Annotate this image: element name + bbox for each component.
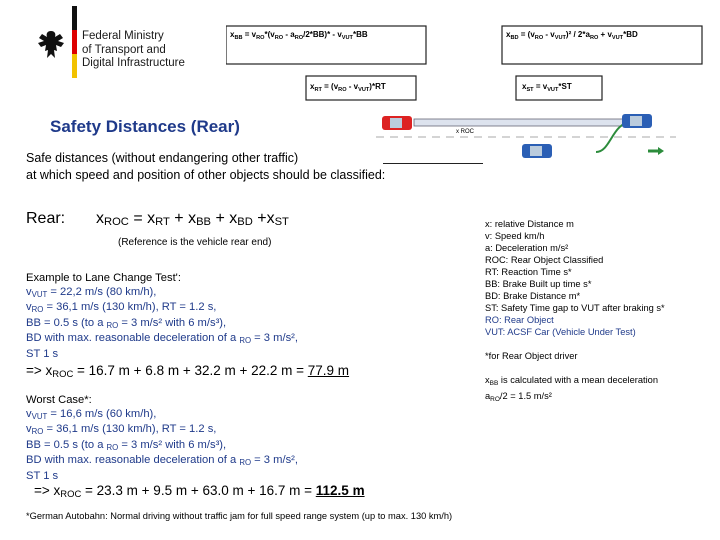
footnote: *German Autobahn: Normal driving without traffic jam for full speed range system (up to max. 130 km/h) xyxy=(26,511,453,521)
formula-diagram xyxy=(226,4,720,116)
reference-note: (Reference is the vehicle rear end) xyxy=(118,237,272,248)
legend xyxy=(485,218,717,406)
example-vro xyxy=(26,301,386,317)
worst-vro xyxy=(26,423,386,439)
worst-bb xyxy=(26,439,386,455)
t: BB = 0.5 s (to a xyxy=(26,438,107,451)
formula-text: + x xyxy=(169,210,197,227)
t: BD with max. reasonable deceleration of a xyxy=(26,454,240,467)
t: RO xyxy=(239,458,252,468)
worst-vvut xyxy=(26,408,386,424)
intro-line-1: Safe distances (without endangering other traffic) xyxy=(26,151,299,165)
t: RO xyxy=(31,427,44,437)
t: = 3 m/s² with 6 m/s³), xyxy=(118,438,227,451)
formula-sub: BD xyxy=(237,216,253,228)
worst-bd xyxy=(26,454,386,470)
t: v xyxy=(26,301,32,314)
worst-block xyxy=(26,394,386,484)
formula-st: $x_{ST} = v_{VUT}*ST$ xyxy=(522,82,572,93)
legend-item: BD: Brake Distance m* xyxy=(485,291,581,301)
t: = 16.7 m + 6.8 m + 32.2 m + 22.2 m = xyxy=(73,363,308,378)
formula-text: = x xyxy=(128,210,156,227)
t: RO xyxy=(106,442,119,452)
example-vvut xyxy=(26,286,386,302)
t: BB xyxy=(489,380,499,387)
t: a xyxy=(485,391,491,401)
t: BD with max. reasonable deceleration of a xyxy=(26,332,240,345)
formula-text: + x xyxy=(211,210,238,227)
page-title: Safety Distances (Rear) xyxy=(50,117,240,136)
t: RO xyxy=(31,305,44,315)
t: x xyxy=(485,375,490,385)
formula-sub: ROC xyxy=(104,216,129,228)
t: = 23.3 m + 9.5 m + 63.0 m + 16.7 m = xyxy=(81,483,316,498)
t: v xyxy=(26,285,32,298)
example-bd xyxy=(26,332,386,348)
t: RO xyxy=(490,396,500,403)
svg-text:x ROC: x ROC xyxy=(456,129,474,135)
ministry-line-3: Digital Infrastructure xyxy=(82,57,185,69)
t: => x xyxy=(26,363,53,378)
vehicle-front-car-icon xyxy=(622,114,652,128)
t: BB = 0.5 s (to a xyxy=(26,316,107,329)
legend-item: RO: Rear Object xyxy=(485,315,554,325)
ministry-line-1: Federal Ministry xyxy=(82,30,164,42)
worst-st: ST 1 s xyxy=(26,469,59,482)
intro-line-2: at which speed and position of other objects should be classified: xyxy=(26,167,386,182)
rear-object-car-icon xyxy=(382,116,412,130)
t: /2 = 1.5 m/s² xyxy=(499,391,552,401)
legend-item: RT: Reaction Time s* xyxy=(485,267,572,277)
intro-text xyxy=(26,150,385,183)
formula-sub: BB xyxy=(196,216,211,228)
eagle-logo-icon xyxy=(36,28,66,64)
legend-item: BB: Brake Built up time s* xyxy=(485,279,592,289)
legend-item: ROC: Rear Object Classified xyxy=(485,255,604,265)
formula-bb: $x_{BB} = v_{RO}*(v_{RO} - a_{RO}/2*BB)* - v_{VUT}*BB$ xyxy=(230,30,368,41)
worst-heading: Worst Case*: xyxy=(26,394,92,406)
legend-note: *for Rear Object driver xyxy=(485,351,578,361)
t: RO xyxy=(106,320,119,330)
legend-item: v: Speed km/h xyxy=(485,231,545,241)
worst-result-value: 112.5 m xyxy=(315,483,365,498)
formula-bd: $x_{BD} = (v_{RO} - v_{VUT})^2 / 2*a_{RO} + v_{VUT}*BD$ xyxy=(506,30,638,41)
formula-sub: ST xyxy=(274,216,289,228)
legend-item: ST: Safety Time gap to VUT after braking s* xyxy=(485,303,665,313)
t: = 36,1 m/s (130 km/h), RT = 1.2 s, xyxy=(43,301,217,314)
example-block xyxy=(26,272,386,362)
main-formula xyxy=(96,210,289,228)
example-bb xyxy=(26,317,386,333)
t: v xyxy=(26,423,32,436)
t: = 3 m/s² with 6 m/s³), xyxy=(118,316,227,329)
rear-label: Rear: xyxy=(26,210,66,227)
legend-calc-2 xyxy=(485,390,717,406)
logo-stripe xyxy=(72,6,77,78)
vut-car-icon xyxy=(522,144,552,158)
t: is calculated with a mean deceleration xyxy=(498,375,659,385)
example-result-value: 77.9 m xyxy=(307,363,350,378)
t: ROC xyxy=(60,489,82,500)
legend-calc xyxy=(485,374,717,390)
ministry-name xyxy=(82,30,185,71)
t: RO xyxy=(239,336,252,346)
worst-result xyxy=(34,483,365,500)
formula-text: +x xyxy=(252,210,275,227)
formula-text: x xyxy=(96,210,104,227)
ministry-line-2: of Transport and xyxy=(82,43,166,56)
road-scene xyxy=(376,108,676,166)
example-st: ST 1 s xyxy=(26,347,59,360)
legend-item: VUT: ACSF Car (Vehicle Under Test) xyxy=(485,327,636,337)
t: = 3 m/s², xyxy=(251,454,298,467)
roc-distance-bar xyxy=(414,119,624,135)
t: = 16,6 m/s (60 km/h), xyxy=(47,407,157,420)
formula-rt: $x_{RT} = (v_{RO} - v_{VUT})*RT$ xyxy=(310,82,386,93)
intro-underline xyxy=(383,163,483,164)
example-heading: Example to Lane Change Test': xyxy=(26,272,181,284)
t: ROC xyxy=(52,369,74,380)
legend-item: x: relative Distance m xyxy=(485,219,574,229)
formula-sub: RT xyxy=(155,216,170,228)
example-result xyxy=(26,363,349,380)
t: = 22,2 m/s (80 km/h), xyxy=(47,285,157,298)
t: VUT xyxy=(31,289,48,299)
t: = 36,1 m/s (130 km/h), RT = 1.2 s, xyxy=(43,423,217,436)
t: => x xyxy=(34,483,61,498)
t: VUT xyxy=(31,411,48,421)
legend-item: a: Deceleration m/s² xyxy=(485,243,569,253)
t: = 3 m/s², xyxy=(251,332,298,345)
t: v xyxy=(26,407,32,420)
